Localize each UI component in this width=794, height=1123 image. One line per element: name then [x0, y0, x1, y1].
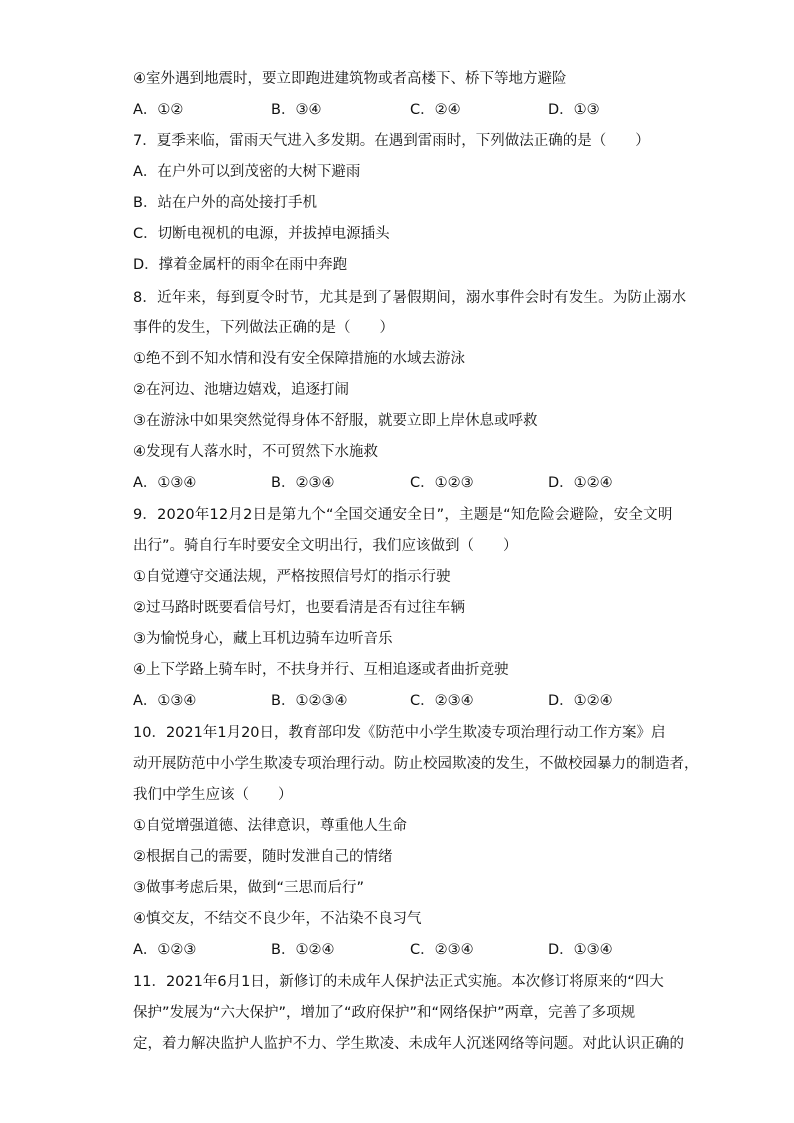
q9-choice-b: B．①②③④: [271, 693, 348, 709]
q8-item-2: ②在河边、池塘边嬉戏，追逐打闹: [133, 382, 349, 398]
q11-stem-line-2: 保护”发展为“六大保护”，增加了“政府保护”和“网络保护”两章，完善了多项规: [133, 1005, 636, 1021]
q7-option-d: D．撑着金属杆的雨伞在雨中奔跑: [133, 257, 348, 273]
q10-choice-a: A．①②③: [133, 942, 197, 958]
q8-item-4: ④发现有人落水时，不可贸然下水施救: [133, 444, 378, 460]
q9-choice-a: A．①③④: [133, 693, 197, 709]
q10-choice-c: C．②③④: [410, 942, 474, 958]
q10-stem-line-1: 10．2021年1月20日，教育部印发《防范中小学生欺凌专项治理行动工作方案》启: [133, 725, 666, 741]
q7-option-a: A．在户外可以到茂密的大树下避雨: [133, 164, 361, 180]
q6-item-4: ④室外遇到地震时，要立即跑进建筑物或者高楼下、桥下等地方避险: [133, 71, 567, 87]
q9-choice-d: D．①②④: [548, 693, 613, 709]
q10-item-3: ③做事考虑后果，做到“三思而后行”: [133, 880, 365, 896]
q6-choice-b: B．③④: [271, 102, 322, 118]
q8-choice-c: C．①②③: [410, 475, 474, 491]
q10-stem-line-3: 我们中学生应该（ ）: [133, 787, 293, 803]
q10-item-1: ①自觉增强道德、法律意识，尊重他人生命: [133, 818, 407, 834]
q9-choices: [133, 689, 693, 711]
q7-option-c: C．切断电视机的电源，并拔掉电源插头: [133, 226, 390, 242]
q10-item-4: ④慎交友，不结交不良少年，不沾染不良习气: [133, 911, 422, 927]
q10-choice-b: B．①②④: [271, 942, 335, 958]
q8-item-3: ③在游泳中如果突然觉得身体不舒服，就要立即上岸休息或呼救: [133, 413, 538, 429]
q11-stem-line-1: 11．2021年6月1日，新修订的未成年人保护法正式实施。本次修订将原来的“四大: [133, 974, 664, 990]
q9-item-2: ②过马路时既要看信号灯，也要看清是否有过往车辆: [133, 600, 465, 616]
q9-choice-c: C．②③④: [410, 693, 474, 709]
q7-stem: 7．夏季来临，雷雨天气进入多发期。在遇到雷雨时，下列做法正确的是（ ）: [133, 133, 650, 149]
q6-choice-d: D．①③: [548, 102, 600, 118]
q8-choice-a: A．①③④: [133, 475, 197, 491]
q6-choice-a: A．①②: [133, 102, 184, 118]
q10-choice-d: D．①③④: [548, 942, 613, 958]
q10-choices: [133, 938, 693, 960]
q9-item-1: ①自觉遵守交通法规，严格按照信号灯的指示行驶: [133, 569, 451, 585]
q11-stem-line-3: 定，着力解决监护人监护不力、学生欺凌、未成年人沉迷网络等问题。对此认识正确的: [133, 1036, 684, 1052]
q9-item-3: ③为愉悦身心，藏上耳机边骑车边听音乐: [133, 631, 393, 647]
q8-choice-b: B．②③④: [271, 475, 335, 491]
q10-item-2: ②根据自己的需要，随时发泄自己的情绪: [133, 849, 393, 865]
q9-stem-line-2: 出行”。骑自行车时要安全文明出行，我们应该做到（ ）: [133, 538, 518, 554]
q9-item-4: ④上下学路上骑车时，不扶身并行、互相追逐或者曲折竞驶: [133, 662, 509, 678]
q8-stem-line-2: 事件的发生，下列做法正确的是（ ）: [133, 320, 394, 336]
q9-stem-line-1: 9．2020年12月2日是第九个“全国交通安全日”，主题是“知危险会避险，安全文明: [133, 507, 673, 523]
q8-item-1: ①绝不到不知水情和没有安全保障措施的水域去游泳: [133, 351, 465, 367]
q8-choice-d: D．①②④: [548, 475, 613, 491]
q7-option-b: B．站在户外的高处接打手机: [133, 195, 317, 211]
q10-stem-line-2: 动开展防范中小学生欺凌专项治理行动。防止校园欺凌的发生，不做校园暴力的制造者，: [133, 756, 699, 772]
q8-choices: [133, 471, 693, 493]
q8-stem-line-1: 8．近年来，每到夏令时节，尤其是到了暑假期间，溺水事件会时有发生。为防止溺水: [133, 290, 687, 306]
q6-choice-c: C．②④: [410, 102, 461, 118]
q6-choices: [133, 98, 693, 120]
